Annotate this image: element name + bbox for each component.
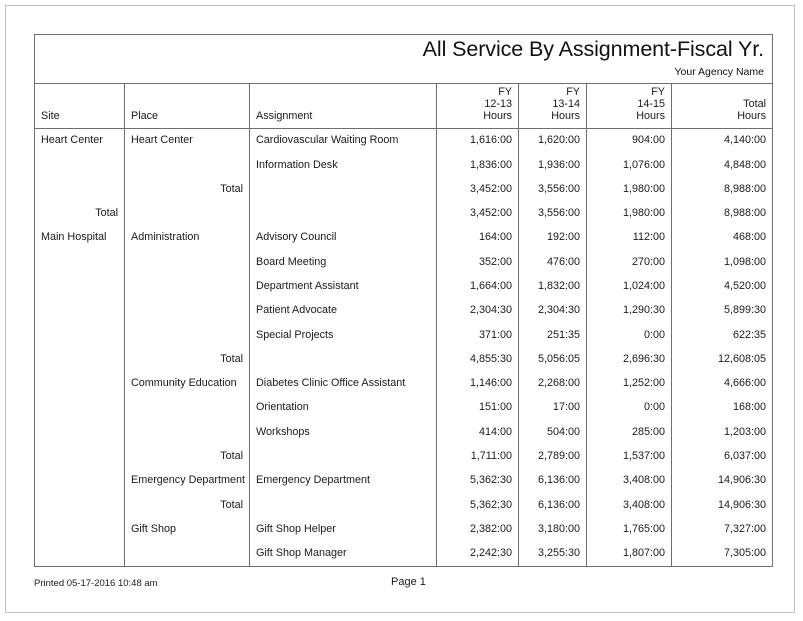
cell-site (35, 421, 125, 445)
cell-fy-14-15-hours: 0:00 (587, 396, 672, 420)
column-header-fy-13-14-hours: FY 13-14 Hours (519, 84, 587, 128)
cell-assignment (250, 493, 437, 517)
cell-fy-14-15-hours: 1,290:30 (587, 299, 672, 323)
cell-fy-13-14-hours: 3,255:30 (519, 542, 587, 566)
cell-fy-14-15-hours: 904:00 (587, 129, 672, 153)
cell-assignment (250, 445, 437, 469)
table-row (35, 518, 772, 542)
table-row (35, 348, 772, 372)
cell-place: Total (125, 348, 250, 372)
cell-place: Total (125, 493, 250, 517)
cell-site (35, 178, 125, 202)
cell-fy-13-14-hours: 1,620:00 (519, 129, 587, 153)
cell-fy-12-13-hours: 2,304:30 (437, 299, 519, 323)
cell-site (35, 323, 125, 347)
cell-place (125, 421, 250, 445)
cell-fy-14-15-hours: 1,980:00 (587, 202, 672, 226)
cell-site (35, 372, 125, 396)
cell-fy-13-14-hours: 251:35 (519, 323, 587, 347)
cell-fy-14-15-hours: 1,980:00 (587, 178, 672, 202)
cell-fy-14-15-hours: 1,252:00 (587, 372, 672, 396)
report-table (34, 34, 773, 567)
cell-place (125, 396, 250, 420)
cell-fy-13-14-hours: 17:00 (519, 396, 587, 420)
footer-printed-timestamp: Printed 05-17-2016 10:48 am (34, 578, 158, 589)
cell-assignment (250, 348, 437, 372)
table-row (35, 178, 772, 202)
cell-fy-12-13-hours: 1,616:00 (437, 129, 519, 153)
cell-fy-12-13-hours: 2,242:30 (437, 542, 519, 566)
cell-assignment: Workshops (250, 421, 437, 445)
cell-assignment: Special Projects (250, 323, 437, 347)
cell-fy-12-13-hours: 1,664:00 (437, 275, 519, 299)
cell-fy-13-14-hours: 2,304:30 (519, 299, 587, 323)
cell-fy-12-13-hours: 371:00 (437, 323, 519, 347)
cell-fy-14-15-hours: 0:00 (587, 323, 672, 347)
cell-place: Total (125, 445, 250, 469)
cell-total-hours: 5,899:30 (723, 304, 766, 317)
cell-site: Heart Center (35, 129, 125, 153)
cell-site (35, 542, 125, 566)
cell-fy-13-14-hours: 3,556:00 (519, 202, 587, 226)
cell-fy-14-15-hours: 270:00 (587, 250, 672, 274)
cell-assignment: Orientation (250, 396, 437, 420)
cell-fy-13-14-hours: 6,136:00 (519, 493, 587, 517)
cell-fy-12-13-hours: 2,382:00 (437, 518, 519, 542)
cell-total-hours: 1,098:00 (723, 255, 766, 268)
cell-place: Heart Center (125, 129, 250, 153)
cell-site (35, 348, 125, 372)
cell-place (125, 542, 250, 566)
cell-total-hours: 14,906:30 (717, 474, 766, 487)
cell-fy-14-15-hours: 112:00 (587, 226, 672, 250)
cell-fy-13-14-hours: 5,056:05 (519, 348, 587, 372)
column-header-assignment: Assignment (250, 84, 437, 128)
cell-fy-12-13-hours: 5,362:30 (437, 469, 519, 493)
cell-total-hours: 4,140:00 (723, 134, 766, 147)
cell-total-hours: 4,666:00 (723, 377, 766, 390)
cell-total-hours: 7,327:00 (723, 522, 766, 535)
cell-fy-14-15-hours: 2,696:30 (587, 348, 672, 372)
table-row (35, 275, 772, 299)
cell-assignment (250, 202, 437, 226)
cell-total-hours: 7,305:00 (723, 547, 766, 560)
cell-place: Total (125, 178, 250, 202)
report-title-band (35, 35, 772, 84)
cell-fy-12-13-hours: 151:00 (437, 396, 519, 420)
cell-fy-12-13-hours: 1,836:00 (437, 153, 519, 177)
table-row (35, 250, 772, 274)
cell-total-hours: 4,848:00 (723, 158, 766, 171)
cell-total-hours: 168:00 (732, 401, 766, 414)
table-row (35, 396, 772, 420)
cell-assignment (250, 178, 437, 202)
cell-site (35, 299, 125, 323)
cell-total-hours: 14,906:30 (717, 498, 766, 511)
cell-site (35, 469, 125, 493)
cell-fy-13-14-hours: 3,556:00 (519, 178, 587, 202)
cell-fy-12-13-hours: 414:00 (437, 421, 519, 445)
cell-place (125, 202, 250, 226)
cell-assignment: Advisory Council (250, 226, 437, 250)
table-row (35, 445, 772, 469)
cell-total-hours: 12,608:05 (717, 352, 766, 365)
table-row (35, 129, 772, 153)
cell-fy-13-14-hours: 1,936:00 (519, 153, 587, 177)
report-page (5, 5, 795, 613)
cell-fy-12-13-hours: 3,452:00 (437, 202, 519, 226)
table-row (35, 299, 772, 323)
cell-fy-14-15-hours: 1,807:00 (587, 542, 672, 566)
cell-fy-14-15-hours: 3,408:00 (587, 493, 672, 517)
cell-site (35, 396, 125, 420)
cell-fy-12-13-hours: 5,362:30 (437, 493, 519, 517)
cell-place (125, 153, 250, 177)
cell-place: Administration (125, 226, 250, 250)
cell-fy-14-15-hours: 1,076:00 (587, 153, 672, 177)
cell-assignment: Emergency Department (250, 469, 437, 493)
cell-place (125, 299, 250, 323)
column-header-place: Place (125, 84, 250, 128)
cell-fy-12-13-hours: 164:00 (437, 226, 519, 250)
cell-place: Community Education (125, 372, 250, 396)
table-row (35, 153, 772, 177)
table-row (35, 202, 772, 226)
cell-total-hours: 4,520:00 (723, 279, 766, 292)
cell-assignment: Gift Shop Helper (250, 518, 437, 542)
cell-fy-12-13-hours: 3,452:00 (437, 178, 519, 202)
cell-total-hours: 6,037:00 (723, 450, 766, 463)
cell-fy-14-15-hours: 1,537:00 (587, 445, 672, 469)
cell-fy-12-13-hours: 4,855:30 (437, 348, 519, 372)
cell-site: Main Hospital (35, 226, 125, 250)
cell-assignment: Gift Shop Manager (250, 542, 437, 566)
cell-fy-13-14-hours: 3,180:00 (519, 518, 587, 542)
cell-assignment: Diabetes Clinic Office Assistant (250, 372, 437, 396)
cell-fy-13-14-hours: 476:00 (519, 250, 587, 274)
cell-site (35, 275, 125, 299)
cell-fy-14-15-hours: 3,408:00 (587, 469, 672, 493)
cell-fy-14-15-hours: 1,765:00 (587, 518, 672, 542)
cell-total-hours: 8,988:00 (723, 182, 766, 195)
cell-place (125, 275, 250, 299)
cell-fy-12-13-hours: 352:00 (437, 250, 519, 274)
column-header-total-hours: Total Hours (737, 98, 766, 123)
table-header-row (35, 84, 772, 129)
cell-assignment: Department Assistant (250, 275, 437, 299)
table-row (35, 421, 772, 445)
cell-fy-12-13-hours: 1,711:00 (437, 445, 519, 469)
column-header-fy-14-15-hours: FY 14-15 Hours (587, 84, 672, 128)
cell-fy-14-15-hours: 1,024:00 (587, 275, 672, 299)
cell-place (125, 323, 250, 347)
cell-fy-13-14-hours: 2,789:00 (519, 445, 587, 469)
cell-total-hours: 468:00 (732, 231, 766, 244)
cell-site (35, 153, 125, 177)
cell-assignment: Information Desk (250, 153, 437, 177)
column-header-site: Site (35, 84, 125, 128)
cell-fy-12-13-hours: 1,146:00 (437, 372, 519, 396)
footer-page-number: Page 1 (391, 576, 426, 588)
table-row (35, 542, 772, 566)
column-header-fy-12-13-hours: FY 12-13 Hours (437, 84, 519, 128)
table-row (35, 469, 772, 493)
table-row (35, 323, 772, 347)
cell-site (35, 250, 125, 274)
cell-place: Emergency Department (125, 469, 250, 493)
cell-fy-13-14-hours: 1,832:00 (519, 275, 587, 299)
cell-fy-13-14-hours: 504:00 (519, 421, 587, 445)
page-title: All Service By Assignment-Fiscal Yr. (422, 37, 764, 61)
cell-fy-13-14-hours: 6,136:00 (519, 469, 587, 493)
cell-place (125, 250, 250, 274)
cell-fy-13-14-hours: 2,268:00 (519, 372, 587, 396)
cell-assignment: Cardiovascular Waiting Room (250, 129, 437, 153)
cell-site: Total (35, 202, 125, 226)
cell-assignment: Board Meeting (250, 250, 437, 274)
cell-total-hours: 1,203:00 (723, 425, 766, 438)
cell-total-hours: 8,988:00 (723, 207, 766, 220)
table-row (35, 372, 772, 396)
cell-fy-14-15-hours: 285:00 (587, 421, 672, 445)
cell-site (35, 493, 125, 517)
table-row (35, 226, 772, 250)
agency-name: Your Agency Name (674, 66, 764, 78)
cell-site (35, 445, 125, 469)
cell-place: Gift Shop (125, 518, 250, 542)
cell-site (35, 518, 125, 542)
table-row (35, 493, 772, 517)
cell-assignment: Patient Advocate (250, 299, 437, 323)
cell-fy-13-14-hours: 192:00 (519, 226, 587, 250)
cell-total-hours: 622:35 (732, 328, 766, 341)
table-body (35, 129, 772, 566)
